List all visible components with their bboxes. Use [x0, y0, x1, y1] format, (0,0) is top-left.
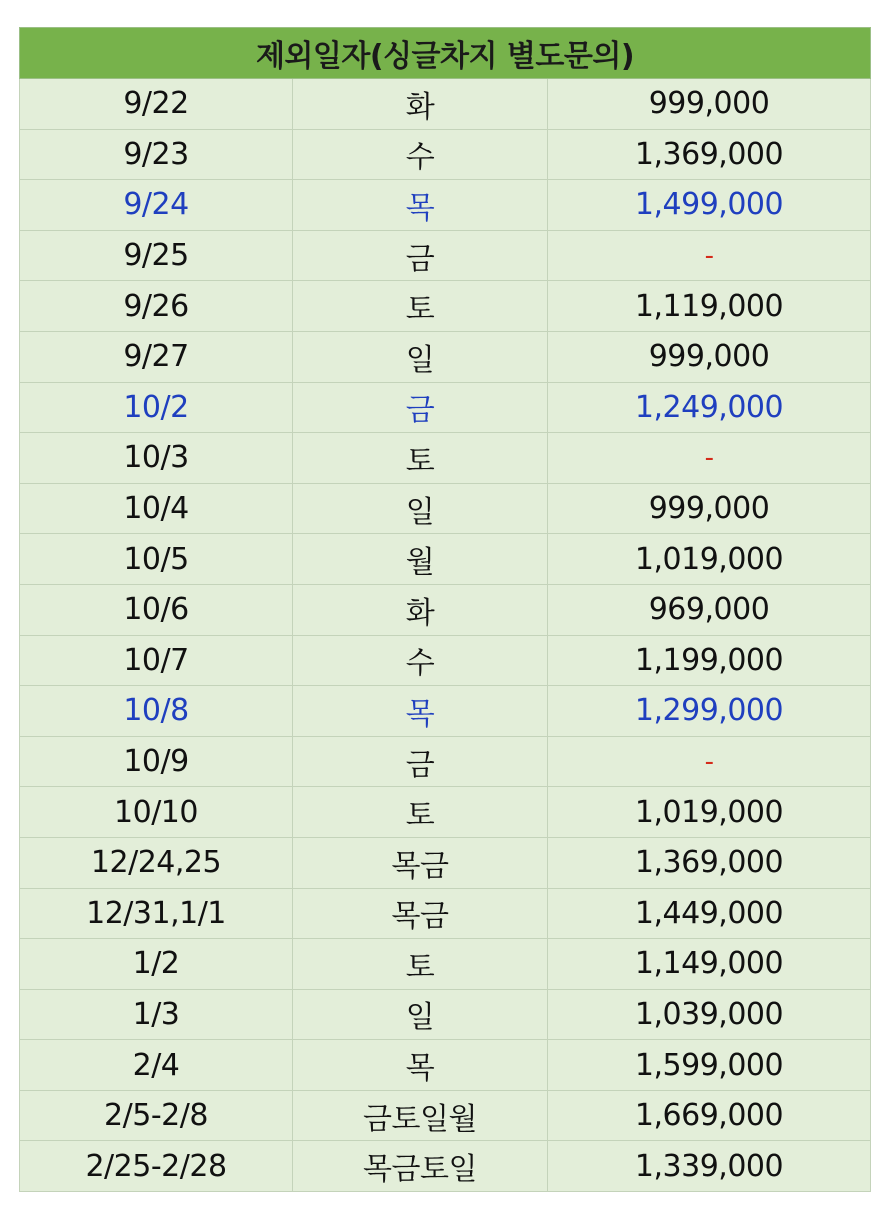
weekday-cell: 금토일월: [293, 1090, 548, 1141]
weekday-cell: 일: [293, 989, 548, 1040]
weekday-cell: 목금토일: [293, 1141, 548, 1192]
date-cell: 1/3: [20, 989, 293, 1040]
price-cell: 1,019,000: [548, 787, 871, 838]
date-cell: 9/23: [20, 129, 293, 180]
table-row: [20, 888, 871, 939]
table-row: [20, 483, 871, 534]
weekday-cell: 수: [293, 635, 548, 686]
weekday-cell: 목: [293, 686, 548, 737]
date-cell: 2/25-2/28: [20, 1141, 293, 1192]
weekday-cell: 금: [293, 230, 548, 281]
price-cell: -: [548, 230, 871, 281]
table-body: [20, 79, 871, 1192]
table-row: [20, 230, 871, 281]
date-cell: 2/5-2/8: [20, 1090, 293, 1141]
price-cell: 969,000: [548, 584, 871, 635]
price-cell: 1,499,000: [548, 180, 871, 231]
date-cell: 10/4: [20, 483, 293, 534]
price-cell: 1,039,000: [548, 989, 871, 1040]
date-cell: 10/9: [20, 736, 293, 787]
table-row: [20, 180, 871, 231]
date-cell: 1/2: [20, 939, 293, 990]
date-cell: 10/2: [20, 382, 293, 433]
price-cell: 1,669,000: [548, 1090, 871, 1141]
table-row: [20, 79, 871, 130]
price-cell: 1,449,000: [548, 888, 871, 939]
table-row: [20, 433, 871, 484]
weekday-cell: 화: [293, 79, 548, 130]
weekday-cell: 일: [293, 483, 548, 534]
weekday-cell: 월: [293, 534, 548, 585]
date-cell: 10/7: [20, 635, 293, 686]
price-cell: 1,199,000: [548, 635, 871, 686]
table-header-row: [20, 28, 871, 79]
price-cell: 1,599,000: [548, 1040, 871, 1091]
date-cell: 12/24,25: [20, 837, 293, 888]
price-cell: 999,000: [548, 79, 871, 130]
weekday-cell: 토: [293, 939, 548, 990]
weekday-cell: 수: [293, 129, 548, 180]
weekday-cell: 금: [293, 382, 548, 433]
table-row: [20, 331, 871, 382]
date-cell: 9/22: [20, 79, 293, 130]
table-row: [20, 939, 871, 990]
price-cell: 999,000: [548, 331, 871, 382]
date-cell: 9/24: [20, 180, 293, 231]
table-row: [20, 686, 871, 737]
price-cell: -: [548, 736, 871, 787]
table-row: [20, 635, 871, 686]
date-cell: 9/25: [20, 230, 293, 281]
weekday-cell: 목금: [293, 888, 548, 939]
date-cell: 10/10: [20, 787, 293, 838]
weekday-cell: 목: [293, 180, 548, 231]
table-row: [20, 837, 871, 888]
date-cell: 2/4: [20, 1040, 293, 1091]
date-cell: 12/31,1/1: [20, 888, 293, 939]
table-title: 제외일자(싱글차지 별도문의): [20, 28, 871, 79]
price-cell: 1,369,000: [548, 837, 871, 888]
date-cell: 10/8: [20, 686, 293, 737]
table-row: [20, 129, 871, 180]
weekday-cell: 목: [293, 1040, 548, 1091]
table-row: [20, 382, 871, 433]
weekday-cell: 토: [293, 281, 548, 332]
price-cell: 999,000: [548, 483, 871, 534]
table-row: [20, 1040, 871, 1091]
date-cell: 9/27: [20, 331, 293, 382]
price-cell: 1,019,000: [548, 534, 871, 585]
table-row: [20, 534, 871, 585]
table-row: [20, 989, 871, 1040]
price-cell: 1,249,000: [548, 382, 871, 433]
date-cell: 10/3: [20, 433, 293, 484]
table-row: [20, 1090, 871, 1141]
price-table-container: [19, 27, 870, 1192]
price-cell: 1,339,000: [548, 1141, 871, 1192]
weekday-cell: 목금: [293, 837, 548, 888]
price-cell: 1,119,000: [548, 281, 871, 332]
table-row: [20, 787, 871, 838]
price-cell: 1,149,000: [548, 939, 871, 990]
table-row: [20, 1141, 871, 1192]
price-cell: 1,369,000: [548, 129, 871, 180]
weekday-cell: 금: [293, 736, 548, 787]
table-row: [20, 584, 871, 635]
date-cell: 10/5: [20, 534, 293, 585]
date-cell: 10/6: [20, 584, 293, 635]
table-row: [20, 281, 871, 332]
weekday-cell: 일: [293, 331, 548, 382]
weekday-cell: 토: [293, 433, 548, 484]
table-row: [20, 736, 871, 787]
price-cell: -: [548, 433, 871, 484]
excluded-dates-price-table: [19, 27, 871, 1192]
weekday-cell: 토: [293, 787, 548, 838]
weekday-cell: 화: [293, 584, 548, 635]
price-cell: 1,299,000: [548, 686, 871, 737]
date-cell: 9/26: [20, 281, 293, 332]
